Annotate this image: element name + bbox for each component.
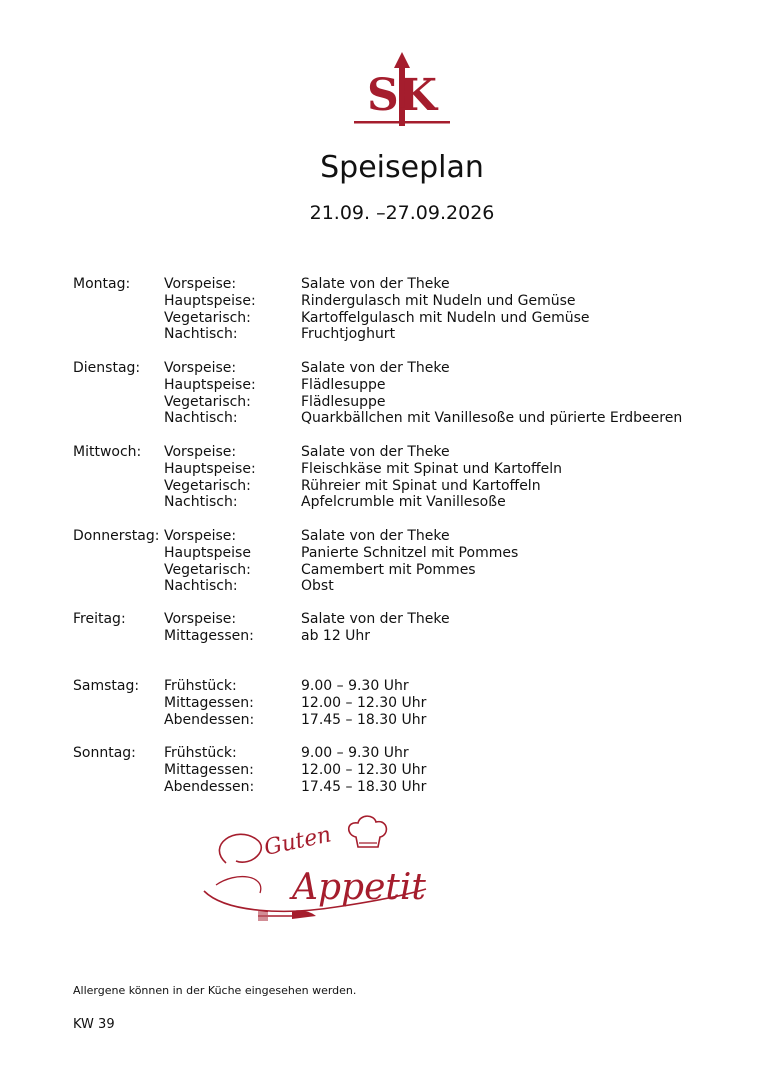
course-value: Salate von der Theke: [301, 444, 450, 460]
menu-row: [73, 410, 753, 427]
course-value: Salate von der Theke: [301, 611, 450, 627]
date-range: 21.09. –27.09.2026: [309, 202, 495, 224]
course-value: Rühreier mit Spinat und Kartoffeln: [301, 477, 541, 494]
menu-row: [73, 494, 753, 511]
course-label: Vorspeise:: [164, 444, 237, 460]
menu-row: [73, 461, 753, 478]
day-name: Mittwoch:: [73, 444, 142, 460]
allergen-note: Allergene können in der Küche eingesehen werden.: [73, 984, 357, 997]
meal-label: Abendessen:: [164, 711, 255, 728]
course-label: Vegetarisch:: [164, 393, 251, 410]
meal-time: 9.00 – 9.30 Uhr: [301, 745, 409, 761]
meal-time: 9.00 – 9.30 Uhr: [301, 678, 409, 694]
course-value: ab 12 Uhr: [301, 627, 371, 644]
menu-row: [73, 578, 753, 595]
menu-row: [73, 478, 753, 495]
course-label: Vegetarisch:: [164, 309, 251, 326]
course-value: Camembert mit Pommes: [301, 561, 476, 578]
menu-row: [73, 611, 753, 628]
menu-row: [73, 394, 753, 411]
day-name: Montag:: [73, 276, 131, 292]
day-block-mittwoch: [73, 444, 753, 511]
course-value: Salate von der Theke: [301, 360, 450, 376]
menu-row: [73, 762, 753, 779]
course-value: Salate von der Theke: [301, 276, 450, 292]
meal-time: 12.00 – 12.30 Uhr: [301, 761, 427, 778]
meal-time: 17.45 – 18.30 Uhr: [301, 778, 427, 795]
course-label: Hauptspeise:: [164, 460, 256, 477]
day-block-donnerstag: [73, 528, 753, 595]
course-label: Hauptspeise: [164, 544, 251, 561]
swirl-decoration: [216, 877, 261, 893]
menu-row: [73, 712, 753, 729]
course-value: Kartoffelgulasch mit Nudeln und Gemüse: [301, 309, 590, 326]
course-value: Flädlesuppe: [301, 393, 386, 410]
day-block-freitag: [73, 611, 753, 645]
page-title: Speiseplan: [320, 150, 484, 185]
menu-row: [73, 628, 753, 645]
course-value: Rindergulasch mit Nudeln und Gemüse: [301, 292, 576, 309]
course-value: Fruchtjoghurt: [301, 326, 396, 343]
course-label: Nachtisch:: [164, 578, 238, 595]
day-name: Samstag:: [73, 678, 140, 694]
course-label: Vorspeise:: [164, 528, 237, 544]
swirl-decoration: [219, 834, 261, 863]
course-label: Nachtisch:: [164, 410, 238, 427]
guten-appetit-signature: [196, 815, 432, 927]
course-label: Mittagessen:: [164, 627, 254, 644]
menu-row: [73, 695, 753, 712]
menu-row: [73, 276, 753, 293]
day-name: Donnerstag:: [73, 528, 160, 544]
day-block-sonntag: [73, 745, 753, 795]
course-value: Flädlesuppe: [301, 376, 386, 393]
course-label: Vorspeise:: [164, 360, 237, 376]
course-value: Fleischkäse mit Spinat und Kartoffeln: [301, 460, 563, 477]
meal-time: 17.45 – 18.30 Uhr: [301, 711, 427, 728]
menu-row: [73, 528, 753, 545]
meal-time: 12.00 – 12.30 Uhr: [301, 694, 427, 711]
logo-arrow-icon: [394, 52, 410, 68]
menu-row: [73, 678, 753, 695]
meal-label: Mittagessen:: [164, 694, 254, 711]
sk-logo: [350, 50, 454, 132]
course-label: Vegetarisch:: [164, 477, 251, 494]
menu-row: [73, 545, 753, 562]
menu-row: [73, 377, 753, 394]
menu-row: [73, 562, 753, 579]
course-label: Hauptspeise:: [164, 376, 256, 393]
menu-row: [73, 310, 753, 327]
day-block-montag: [73, 276, 753, 343]
appetit-text: Appetit: [292, 867, 426, 908]
course-value: Apfelcrumble mit Vanillesoße: [301, 494, 506, 511]
course-label: Vegetarisch:: [164, 561, 251, 578]
course-label: Nachtisch:: [164, 494, 238, 511]
course-value: Quarkbällchen mit Vanillesoße und pürierte Erdbeeren: [301, 410, 683, 427]
chef-hat-icon: [349, 816, 387, 847]
day-name: Freitag:: [73, 611, 126, 627]
meal-label: Abendessen:: [164, 778, 255, 795]
menu-row: [73, 444, 753, 461]
guten-text: Guten: [262, 822, 334, 861]
course-value: Obst: [301, 578, 334, 595]
menu-row: [73, 360, 753, 377]
menu-row: [73, 293, 753, 310]
day-name: Sonntag:: [73, 745, 136, 761]
course-value: Panierte Schnitzel mit Pommes: [301, 544, 519, 561]
menu-row: [73, 779, 753, 796]
day-block-dienstag: [73, 360, 753, 427]
day-name: Dienstag:: [73, 360, 141, 376]
day-block-samstag: [73, 678, 753, 728]
course-label: Nachtisch:: [164, 326, 238, 343]
course-label: Hauptspeise:: [164, 292, 256, 309]
menu-row: [73, 326, 753, 343]
course-label: Vorspeise:: [164, 276, 237, 292]
course-value: Salate von der Theke: [301, 528, 450, 544]
course-label: Vorspeise:: [164, 611, 237, 627]
meal-label: Mittagessen:: [164, 761, 254, 778]
menu-row: [73, 745, 753, 762]
calendar-week: KW 39: [73, 1017, 115, 1032]
logo-text: SK: [366, 70, 438, 121]
meal-label: Frühstück:: [164, 745, 237, 761]
meal-label: Frühstück:: [164, 678, 237, 694]
